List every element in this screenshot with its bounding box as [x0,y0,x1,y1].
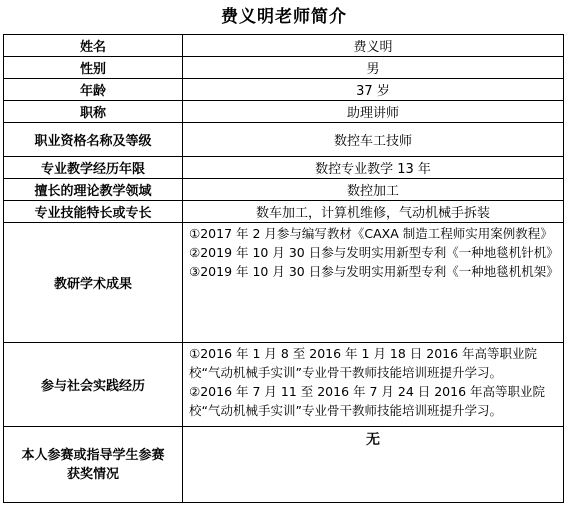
table-row [4,79,564,101]
gender-label: 性别 [4,57,183,79]
awards-value: 无 [183,427,564,503]
practice-label: 参与社会实践经历 [4,343,183,427]
practice-item: ①2016 年 1 月 8 至 2016 年 1 月 18 日 2016 年高等职业院校“气动机械手实训”专业骨干教师技能培训班提升学习。 [189,346,538,380]
practice-experience [183,343,564,427]
name-label: 姓名 [4,35,183,57]
table-row [4,123,564,157]
page-title: 费义明老师简介 [221,7,347,27]
research-achievements [183,223,564,343]
table-row [4,201,564,223]
research-item: ②2019 年 10 月 30 日参与发明实用新型专利《一种地毯机针机》 [189,245,559,260]
title-rank-value: 助理讲师 [183,101,564,123]
theory-field-value: 数控加工 [183,179,564,201]
age-value: 37 岁 [183,79,564,101]
age-label: 年龄 [4,79,183,101]
table-row [4,35,564,57]
practice-item: ②2016 年 7 月 11 至 2016 年 7 月 24 日 2016 年高等职业院校“气动机械手实训”专业骨干教师技能培训班提升学习。 [189,384,546,418]
table-row [4,179,564,201]
awards-label-line: 获奖情况 [66,466,119,482]
research-item: ①2017 年 2 月参与编写教材《CAXA 制造工程师实用案例教程》 [189,226,553,241]
name-value: 费义明 [183,35,564,57]
table-row [4,101,564,123]
research-label: 教研学术成果 [4,223,183,343]
teaching-years-value: 数控专业教学 13 年 [183,157,564,179]
title-rank-label: 职称 [4,101,183,123]
table-row [4,223,564,343]
table-row [4,427,564,503]
table-row [4,343,564,427]
skill-specialty-value: 数车加工，计算机维修，气动机械手拆装 [183,201,564,223]
qualification-label: 职业资格名称及等级 [4,123,183,157]
teaching-years-label: 专业教学经历年限 [4,157,183,179]
awards-label-line: 本人参赛或指导学生参赛 [21,447,165,463]
qualification-value: 数控车工技师 [183,123,564,157]
theory-field-label: 擅长的理论教学领域 [4,179,183,201]
table-row [4,57,564,79]
gender-value: 男 [183,57,564,79]
research-item: ③2019 年 10 月 30 日参与发明实用新型专利《一种地毯机机架》 [189,264,559,279]
awards-label [4,427,183,503]
skill-specialty-label: 专业技能特长或专长 [4,201,183,223]
profile-table [3,34,564,503]
table-row [4,157,564,179]
